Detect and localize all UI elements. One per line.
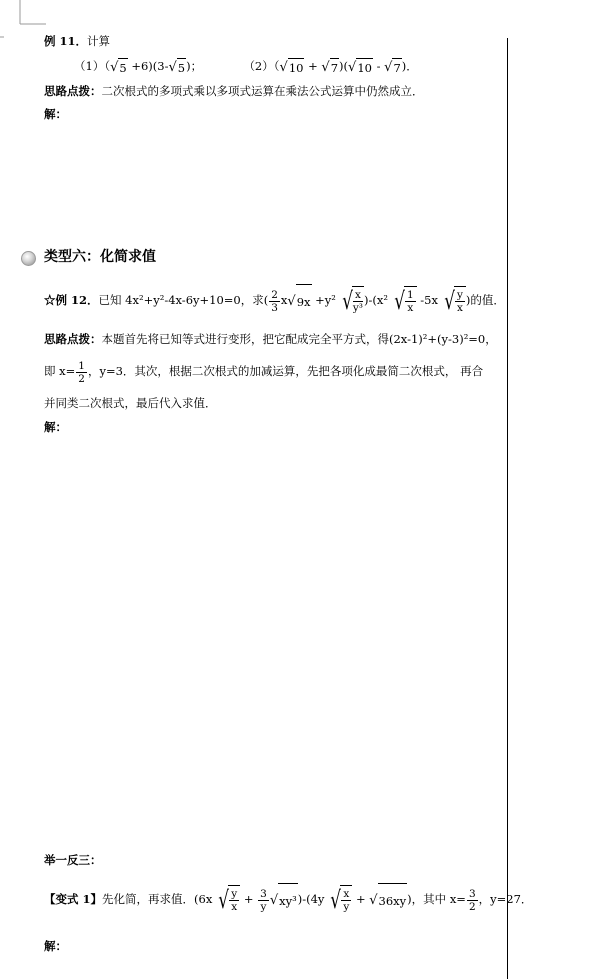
sqrt-5: √ 5 (110, 59, 127, 75)
example-11-title: 例 11．计算 (44, 34, 111, 48)
example-11-problems: （1）（ √ 5 +6)(3- √ 5 )； （2）（ √ 10 + √ 7 )( √ 10 - √ 7 )． (74, 59, 418, 75)
sqrt-5: √ 5 (168, 59, 186, 75)
variant-1-statement: 【变式 1】先化简，再求值．(6x √ $\frac{y}{x}$ + $\frac{3}{y}$ √ xy³ )-(4y √ $\frac{x}{y}$ + √ 36xy )，其中 x= $\frac{3}{2}$ ，y=27． (44, 882, 532, 918)
example-12-hint-line-2: 即 x= $\frac{1}{2}$ ，y=3．其次，根据二次根式的加减运算，先把各项化成最简二次根式， 再合 (44, 359, 484, 385)
fraction-3-2: $\frac{3}{2}$ (468, 887, 476, 913)
sqrt-7: √ 7 (384, 59, 401, 75)
sqrt-10: √ 10 (279, 59, 304, 75)
sqrt-7: √ 7 (321, 59, 339, 75)
example-12-hint-line-1: 思路点拨：本题首先将已知等式进行变形，把它配成完全平方式，得(2x-1)²+(y-3)²=0， (44, 332, 497, 346)
fraction-2-3: $\frac{2}{3}$ (271, 288, 278, 314)
sqrt-x-over-y3: √ $\frac{x}{\text{y³}}$ (341, 287, 364, 315)
section-6-heading: 类型六：化简求值 (44, 249, 156, 265)
sqrt-10: √ 10 (348, 59, 372, 75)
bullet-circle-icon (21, 251, 36, 266)
variant-1-solution-label: 解： (44, 939, 67, 953)
example-12-statement: ☆例 12．已知 4x²+y²-4x-6y+10=0，求( $\frac{2}{3}$ x √ 9x +y² √ $\frac{x}{\text{y³}}$ )-(x² √ $\frac{1}{x}$ -5x √ $\frac{y}{x}$ )的值． (44, 283, 505, 319)
practice-label: 举一反三： (44, 853, 102, 867)
sqrt-y-over-x: √ $\frac{y}{x}$ (442, 286, 466, 316)
fraction-3-y: $\frac{3}{y}$ (260, 887, 267, 913)
sqrt-36xy: √ 36xy (369, 883, 407, 918)
sqrt-9x: √ 9x (287, 284, 311, 319)
sqrt-xy3: √ xy³ (270, 883, 298, 918)
example-12-solution-label: 解： (44, 420, 67, 434)
sqrt-y-over-x: √ $\frac{y}{x}$ (216, 885, 240, 915)
example-11-solution-label: 解： (44, 107, 67, 121)
sqrt-1-over-x: √ $\frac{1}{x}$ (392, 286, 417, 316)
fraction-1-2: $\frac{1}{2}$ (78, 359, 85, 385)
example-11-hint: 思路点拨：二次根式的多项式乘以多项式运算在乘法公式运算中仍然成立． (44, 84, 424, 98)
sqrt-x-over-y: √ $\frac{x}{y}$ (328, 885, 352, 915)
example-12-hint-line-3: 并同类二次根式，最后代入求值． (44, 396, 217, 410)
page-corner-mark (0, 0, 48, 40)
right-margin-rule (507, 38, 508, 979)
